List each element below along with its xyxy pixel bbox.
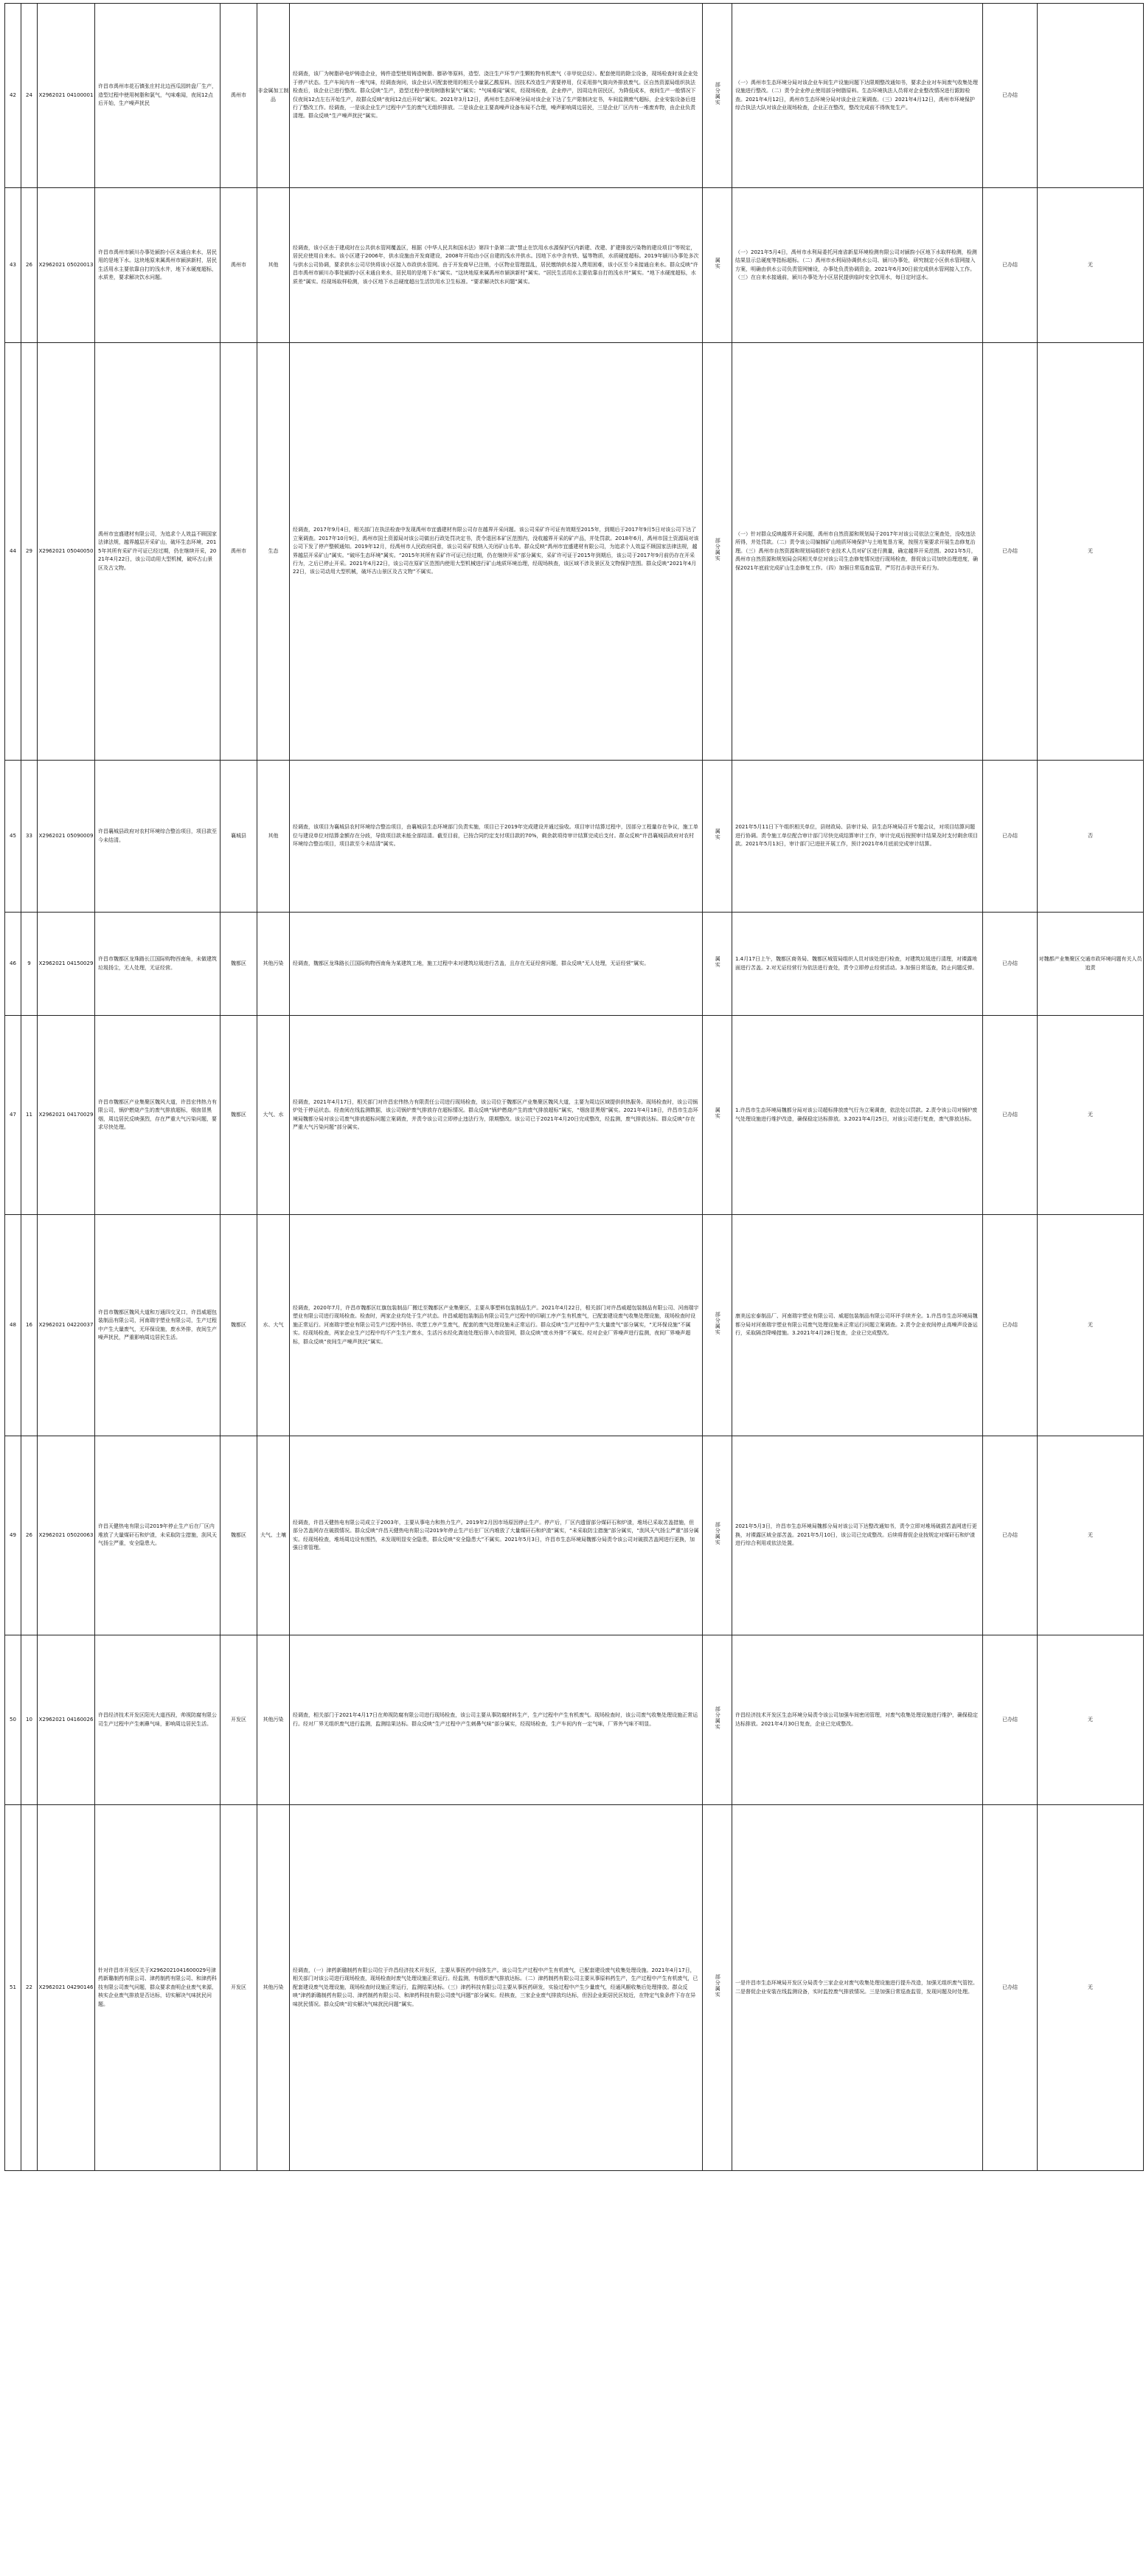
verification-text: 部分属实 [715,1522,721,1546]
row-summary: 许昌市禹州市颍川办事处颍韵小区未通自来水，居民用的是地下水。这块地原来属禹州市颍滨新村，居民生活用水主要依靠自打的浅水井，地下水硬度超标，水质差，要求解决饮水问题。 [95,188,220,343]
table-row [5,1436,1144,1635]
row-summary: 许昌经济技术开发区阳光大道西段，帅视防腐有限公司生产过程中产生刺鼻气味，影响周边居民生活。 [95,1635,220,1805]
row-seq: 49 [5,1436,21,1635]
row-status: 已办结 [983,1215,1038,1436]
row-status: 已办结 [983,4,1038,188]
row-seq: 50 [5,1635,21,1805]
row-pollution-type: 其他 [257,188,290,343]
verification-text: 属实 [715,1107,721,1120]
row-summary: 许昌市魏都区龙珠路长江国际购物西南角，未做建筑垃圾扬尘，无人处理，无证经营。 [95,913,220,1016]
verification-text: 部分属实 [715,82,721,106]
row-district: 禹州市 [220,4,257,188]
row-case-id: X2962021 05090009 [38,761,95,913]
verification-text: 部分属实 [715,538,721,562]
row-survey: 经调查，（一）津药新璐制药有限公司位于许昌经济技术开发区，主要从事医药中间体生产。该公司生产过程中产生有机废气，已配套建设废气收集处理设施。2021年4月17日，相关部门对该公司进行现场检查，现场检查时废气处理设施正常运行。经监测，有组织废气排放达标。（二）津药制药有限公司主要从事原料药生产，生产过程中产生有机废气，已配套建设废气处理设施，现场检查时设施正常运行，监测结果达标。（三）津药科技有限公司主要从事医药研发，实验过程中产生少量废气，经通风橱收集后处理排放。群众反映“津药新璐制药有限公司、津药制药有限公司、和津药科技有限公司废气问题”部分属实。经核查，三家企业废气排放均达标，但因企业距居民区较近，在特定气象条件下存在异味扰民情况。群众反映“切实解决气味扰民问题”属实。 [290,1805,703,2171]
row-measures: 许昌经济技术开发区生态环境分局责令该公司加强车间密闭管理，对废气收集处理设施进行维护，确保稳定达标排放。2021年4月30日复查，企业已完成整改。 [732,1635,983,1805]
table-row [5,188,1144,343]
row-batch-no: 9 [21,913,38,1016]
row-batch-no: 29 [21,343,38,761]
complaint-table [4,3,1144,2171]
row-district: 魏都区 [220,1016,257,1215]
verification-text: 属实 [715,956,721,969]
table-row [5,913,1144,1016]
row-batch-no: 24 [21,4,38,188]
row-case-id: X2962021 05020063 [38,1436,95,1635]
row-pollution-type: 非金属加工制品 [257,4,290,188]
row-batch-no: 26 [21,1436,38,1635]
row-status: 已办结 [983,1016,1038,1215]
row-accountability: 对魏都产业集聚区交通市政环境问题有关人员追责 [1038,913,1144,1016]
row-survey: 经调查，2021年4月17日，相关部门对许昌宏伟热力有限责任公司进行现场检查，该公司位于魏都区产业集聚区魏风大道，主要为周边区域提供供热服务。现场检查时，该公司锅炉处于停运状态。经查阅在线监测数据，该公司锅炉废气排放存在超标情况。群众反映“锅炉燃烧产生的废气排放超标”属实，“烟囱冒黑烟”属实。2021年4月18日，许昌市生态环境局魏都分局对该公司废气排放超标问题立案调查，并责令该公司立即停止违法行为，限期整改。该公司已于2021年4月20日完成整改，经监测，废气排放达标。群众反映“存在严重大气污染问题”部分属实。 [290,1016,703,1215]
row-batch-no: 11 [21,1016,38,1215]
row-district: 魏都区 [220,1436,257,1635]
row-case-id: X2962021 04100001 [38,4,95,188]
row-survey: 经调查，该项目为襄城县农村环境综合整治项目，由襄城县生态环境部门负责实施，项目已于2019年完成建设并通过验收。项目审计结算过程中，因部分工程量存在争议，施工单位与建设单位对结算金额存在分歧，导致项目款未能全部结清。截至目前，已按合同约定支付项目款的70%，剩余款项待审计结算完成后支付。群众反映“许昌襄城县政府对农村环境综合整治项目，项目款至今未结清”属实。 [290,761,703,913]
row-case-id: X2962021 05040050 [38,343,95,761]
row-verification [703,761,732,913]
row-district: 魏都区 [220,1215,257,1436]
row-summary: 禹州市宜盛建材有限公司，为追求个人效益不顾国家法律法规，越界越层开采矿山，破坏生态环境，2015年其所有采矿许可证已经过期，仍在继续开采，2021年4月22日，该公司动用大型机械，破坏古山景区及古文物。 [95,343,220,761]
row-measures: 2021年5月3日，许昌市生态环境局魏都分局对该公司下达整改通知书，责令立即对堆场破损苫盖网进行更换，对裸露区域全部苫盖。2021年5月10日，该公司已完成整改。后续将督促企业按规定对煤矸石和炉渣进行综合利用或依法处置。 [732,1436,983,1635]
verification-text: 部分属实 [715,1974,721,1998]
row-case-id: X2962021 04150029 [38,913,95,1016]
table-row [5,1215,1144,1436]
row-pollution-type: 大气、土壤 [257,1436,290,1635]
row-summary: 许昌市魏都区产业集聚区魏风大道，许昌宏伟热力有限公司，锅炉燃烧产生的废气排放超标，烟囱冒黑烟，周边居民反映强烈，存在严重大气污染问题，要求尽快处理。 [95,1016,220,1215]
row-verification [703,1635,732,1805]
row-summary: 针对许昌市开发区关于X2962021041600029号津药新璐制药有限公司、津药制药有限公司、和津药科技有限公司废气问题，群众要求查明企业废气来源，核实企业废气排放是否达标，切实解决气味扰民问题。 [95,1805,220,2171]
row-accountability: 无 [1038,188,1144,343]
row-verification [703,913,732,1016]
row-accountability: 无 [1038,1016,1144,1215]
table-row [5,761,1144,913]
row-survey: 经调查，2017年9月4日，相关部门在执法检查中发现禹州市宜盛建材有限公司存在越界开采问题。该公司采矿许可证有效期至2015年，到期后于2017年9月5日对该公司下达了立案调查。2017年10月9日，禹州市国土资源局对该公司做出行政处罚决定书，责令退回本矿区范围内，没收越界开采的矿产品，并处罚款。2018年6月，禹州市国土资源局对该公司下发了停产整顿通知。2019年12月，经禹州市人民政府同意，该公司采矿权纳入关闭矿山名单。群众反映“禹州市宜盛建材有限公司，为追求个人效益不顾国家法律法规，越界越层开采矿山”属实。“破坏生态环境”属实。“2015年其所有采矿许可证已经过期，仍在继续开采”部分属实，采矿许可证于2015年到期后，该公司于2017年9月前仍存在开采行为，之后已停止开采。2021年4月22日，该公司在原矿区范围内使用大型机械进行矿山地质环境治理，经现场核查，该区域不涉及景区及文物保护范围。群众反映“2021年4月22日，该公司动用大型机械，破坏古山景区及古文物”不属实。 [290,343,703,761]
row-district: 禹州市 [220,343,257,761]
row-summary: 许昌襄城县政府对农村环境综合整治项目，项目款至今未结清。 [95,761,220,913]
verification-text: 部分属实 [715,1706,721,1731]
row-summary: 许昌市禹州市花石镇张庄村北边西瓜园转盘厂生产，造型过程中使用树脂和氯气，气味难闻，夜间12点后开始，生产噪声扰民 [95,4,220,188]
row-verification [703,1436,732,1635]
table-row [5,343,1144,761]
row-pollution-type: 生态 [257,343,290,761]
row-measures: 2021年5月11日下午组织相关单位，县财政局、县审计局、县生态环境局召开专题会议，对项目结算问题进行协调。责令施工单位配合审计部门尽快完成结算审计工作，审计完成后按照审计结果及时支付剩余项目款。2021年5月13日，审计部门已进驻开展工作，预计2021年6月底前完成审计结算。 [732,761,983,913]
row-district: 开发区 [220,1805,257,2171]
row-pollution-type: 其他污染 [257,1805,290,2171]
row-seq: 44 [5,343,21,761]
row-measures: 1.4月17日上午，魏都区商务局、魏都区城管局组织人员对该处进行检查，对建筑垃圾进行清理，对裸露地面进行苫盖。2.对无证经营行为依法进行查处，责令立即停止经营活动。3.加强日常巡查，防止问题反弹。 [732,913,983,1016]
row-verification [703,1016,732,1215]
row-pollution-type: 大气、水 [257,1016,290,1215]
row-seq: 45 [5,761,21,913]
row-measures: （一）针对群众反映越界开采问题，禹州市自然资源和规划局于2017年对该公司依法立案查处，没收违法所得，并处罚款。（二）责令该公司编制矿山地质环境保护与土地复垦方案，按照方案要求开展生态修复治理。（三）禹州市自然资源和规划局组织专业技术人员对矿区进行测量，确定越界开采范围。2021年5月，禹州市自然资源和规划局会同相关单位对该公司生态修复情况进行现场检查，督促该公司加快治理进度，确保2021年底前完成矿山生态修复工作。（四）加强日常巡查监管，严厉打击非法开采行为。 [732,343,983,761]
row-pollution-type: 其他 [257,761,290,913]
row-measures: 1.许昌市生态环境局魏都分局对该公司超标排放废气行为立案调查，依法处以罚款。2.责令该公司对锅炉废气处理设施进行维护改造，确保稳定达标排放。3.2021年4月25日，对该公司进行复查，废气排放达标。 [732,1016,983,1215]
row-seq: 48 [5,1215,21,1436]
row-measures: （一）2021年5月4日，禹州市水利局委托河南省新星环境检测有限公司对颍韵小区地下水取样检测，检测结果显示总硬度等指标超标。（二）禹州市水利局协调供水公司、颍川办事处，研究制定小区供水管网接入方案，明确由供水公司负责管网铺设，办事处负责协调资金。2021年6月30日前完成供水管网接入工作。（三）在自来水接通前，颍川办事处为小区居民提供临时安全饮用水，每日定时送水。 [732,188,983,343]
row-survey: 经调查，2020年7月，许昌市魏都区红旗包装制品厂搬迁至魏都区产业集聚区，主要从事塑料包装制品生产。2021年4月22日，相关部门对许昌威超包装制品有限公司、河南瑞宇塑业有限公司进行现场检查。检查时，两家企业均处于生产状态。许昌威超包装制品有限公司生产过程中的印刷工序产生有机废气，已配套建设废气收集处理设施，现场检查时设施正常运行。河南瑞宇塑业有限公司生产过程中挤出、吹塑工序产生废气，配套的废气处理设施未正常运行。群众反映“生产过程中产生大量废气”部分属实，“无环保设施”不属实。经现场检查，两家企业生产过程中均不产生生产废水，生活污水经化粪池处理后排入市政管网，群众反映“废水外排”不属实。经对企业厂界噪声进行监测，夜间厂界噪声超标，群众反映“夜间生产噪声扰民”属实。 [290,1215,703,1436]
row-verification [703,4,732,188]
row-accountability: 无 [1038,1215,1144,1436]
row-verification [703,1805,732,2171]
row-accountability: 无 [1038,1635,1144,1805]
row-seq: 47 [5,1016,21,1215]
row-status: 已办结 [983,1635,1038,1805]
row-status: 已办结 [983,761,1038,913]
row-verification [703,188,732,343]
row-survey: 经调查，相关部门于2021年4月17日在帅视防腐有限公司进行现场检查，该公司主要从事防腐材料生产，生产过程中产生有机废气。现场检查时，该公司废气收集处理设施正常运行。经对厂界无组织废气进行监测，监测结果达标。群众反映“生产过程中产生刺鼻气味”部分属实，经现场检查，生产车间内有一定气味，厂界外气味不明显。 [290,1635,703,1805]
row-batch-no: 16 [21,1215,38,1436]
row-case-id: X2962021 04170029 [38,1016,95,1215]
row-measures: （一）禹州市生态环境分局对该企业车间生产设施问题下达限期整改通知书，要求企业对车间废气收集处理设施进行整改。（二）责令企业停止使用部分树脂原料。生态环境执法人员将对企业整改情况进行跟踪检查。2021年4月12日，禹州市生态环境分局对该企业立案调查。（三）2021年4月12日，禹州市环境保护综合执法大队对该企业现场检查，企业正在整改，整改完成前不得恢复生产。 [732,4,983,188]
table-row [5,1805,1144,2171]
row-measures: 康美远宏泰制品厂、河南瑞宇塑业有限公司、威超包装制品有限公司环评手续齐全。1.许昌市生态环境局魏都分局对河南瑞宇塑业有限公司废气处理设施未正常运行问题立案调查。2.责令企业夜间停止高噪声设备运行，采取隔音降噪措施。3.2021年4月28日复查，企业已完成整改。 [732,1215,983,1436]
row-accountability: 无 [1038,1805,1144,2171]
row-survey: 经调查，该小区由于建成时在公共供水管网覆盖区，根据《中华人民共和国水法》第四十条第二款“禁止在饮用水水源保护区内新建、改建、扩建排放污染物的建设项目”等规定，居民应使用自来水。该小区建于2006年，供水设施由开发商建设，2008年开始由小区自建的浅水井供水。因地下水中含有铁、锰等物质，水质硬度超标。2019年颍川办事处多次与供水公司协调，要求供水公司尽快将该小区接入市政供水管网。由于开发商早已注销，小区物业管理混乱，居民缴纳供水接入费用困难，该小区至今未接通自来水。群众反映“许昌市禹州市颍川办事处颍韵小区未通自来水，居民用的是地下水”属实。“这块地原来属禹州市颍滨新村”属实。“居民生活用水主要依靠自打的浅水井”属实。“地下水硬度超标，水质差”属实。经现场取样检测，该小区地下水总硬度超出生活饮用水卫生标准。“要求解决饮水问题”属实。 [290,188,703,343]
row-measures: 一是许昌市生态环境局开发区分局责令三家企业对废气收集处理设施进行提升改造，加强无组织废气管控。二是督促企业安装在线监测设备，实时监控废气排放情况。三是加强日常巡查监管，发现问题及时处理。 [732,1805,983,2171]
row-district: 开发区 [220,1635,257,1805]
row-summary: 许昌天健热电有限公司2019年停止生产后在厂区内堆放了大量煤矸石和炉渣，未采取防尘措施，刮风天气扬尘严重，安全隐患大。 [95,1436,220,1635]
row-summary: 许昌市魏都区魏风大道和万通四交叉口，许昌威超包装制品有限公司，河南瑞宇塑业有限公司，生产过程中产生大量废气，无环保设施，废水外排，夜间生产噪声扰民，严重影响周边居民生活。 [95,1215,220,1436]
row-batch-no: 22 [21,1805,38,2171]
table-row [5,1016,1144,1215]
row-status: 已办结 [983,1436,1038,1635]
row-pollution-type: 其他污染 [257,1635,290,1805]
row-survey: 经调查，魏都区龙珠路长江国际购物西南角为某建筑工地，施工过程中未对建筑垃圾进行苫盖，且存在无证经营问题，群众反映“无人处理，无证经营”属实。 [290,913,703,1016]
row-survey: 经调查，该厂为树脂砂电炉铸造企业，铸件造型使用铸造树脂、膨砂等原料，造型、浇注生产环节产生颗粒物有机废气（非甲烷总烃）。配套使用的除尘设备，现场检查时该企业处于停产状态。生产车间内有一堆气味，经调查询问，该企业认可配套使用的相关小量氯乙酸原料。因技术改造生产需要停用，仅采用排气筒向外排放废气。区自然资源局组织执法检查后，该企业已进行整改。群众反映“生产，造型过程中使用树脂和氯气”属实；“气味难闻”属实，经现场检查，企业停产，因周边有居民区，为降低成本，夜间生产一般情况下仅夜间12点左右开始生产，故群众反映“夜间12点后开始”属实。2021年3月12日，禹州市生态环境分局对该企业下达了生产限制决定书，车间监测废气超标，企业安装设备后进行了整改工作。经调查，一是该企业生产过程中产生的废气无组织排放。二是该企业主要高噪声设备布局不合理，噪声影响周边居民，三是企业厂区内有一堆废弃物，由企业负责清理。群众反映“生产噪声扰民”属实。 [290,4,703,188]
row-status: 已办结 [983,343,1038,761]
row-status: 已办结 [983,913,1038,1016]
row-batch-no: 26 [21,188,38,343]
row-seq: 51 [5,1805,21,2171]
row-batch-no: 10 [21,1635,38,1805]
row-district: 禹州市 [220,188,257,343]
verification-text: 属实 [715,828,721,841]
row-district: 襄城县 [220,761,257,913]
row-accountability: 否 [1038,761,1144,913]
row-status: 已办结 [983,1805,1038,2171]
row-pollution-type: 其他污染 [257,913,290,1016]
verification-text: 属实 [715,257,721,270]
row-district: 魏都区 [220,913,257,1016]
row-verification [703,1215,732,1436]
row-seq: 42 [5,4,21,188]
table-row [5,4,1144,188]
row-batch-no: 33 [21,761,38,913]
row-case-id: X2962021 05020013 [38,188,95,343]
row-seq: 46 [5,913,21,1016]
row-verification [703,343,732,761]
verification-text: 部分属实 [715,1312,721,1336]
row-seq: 43 [5,188,21,343]
row-status: 已办结 [983,188,1038,343]
row-case-id: X2962021 04160026 [38,1635,95,1805]
complaint-table-sheet [4,3,1143,2171]
table-row [5,1635,1144,1805]
row-accountability [1038,4,1144,188]
row-survey: 经调查，许昌天健热电有限公司成立于2003年，主要从事电力和热力生产。2019年2月因市场原因停止生产。停产后，厂区内遗留部分煤矸石和炉渣，堆场已采取苫盖措施，但部分苫盖网存在破损情况。群众反映“许昌天健热电有限公司2019年停止生产后在厂区内堆放了大量煤矸石和炉渣”属实，“未采取防尘措施”部分属实，“刮风天气扬尘严重”部分属实。经现场检查，堆场周边设有围挡，未发现明显安全隐患，群众反映“安全隐患大”不属实。2021年5月3日，许昌市生态环境局魏都分局责令该公司对破损苫盖网进行更换，加强日常管理。 [290,1436,703,1635]
row-case-id: X2962021 04290146 [38,1805,95,2171]
row-accountability: 无 [1038,343,1144,761]
row-case-id: X2962021 04220037 [38,1215,95,1436]
row-accountability: 无 [1038,1436,1144,1635]
row-pollution-type: 水、大气 [257,1215,290,1436]
